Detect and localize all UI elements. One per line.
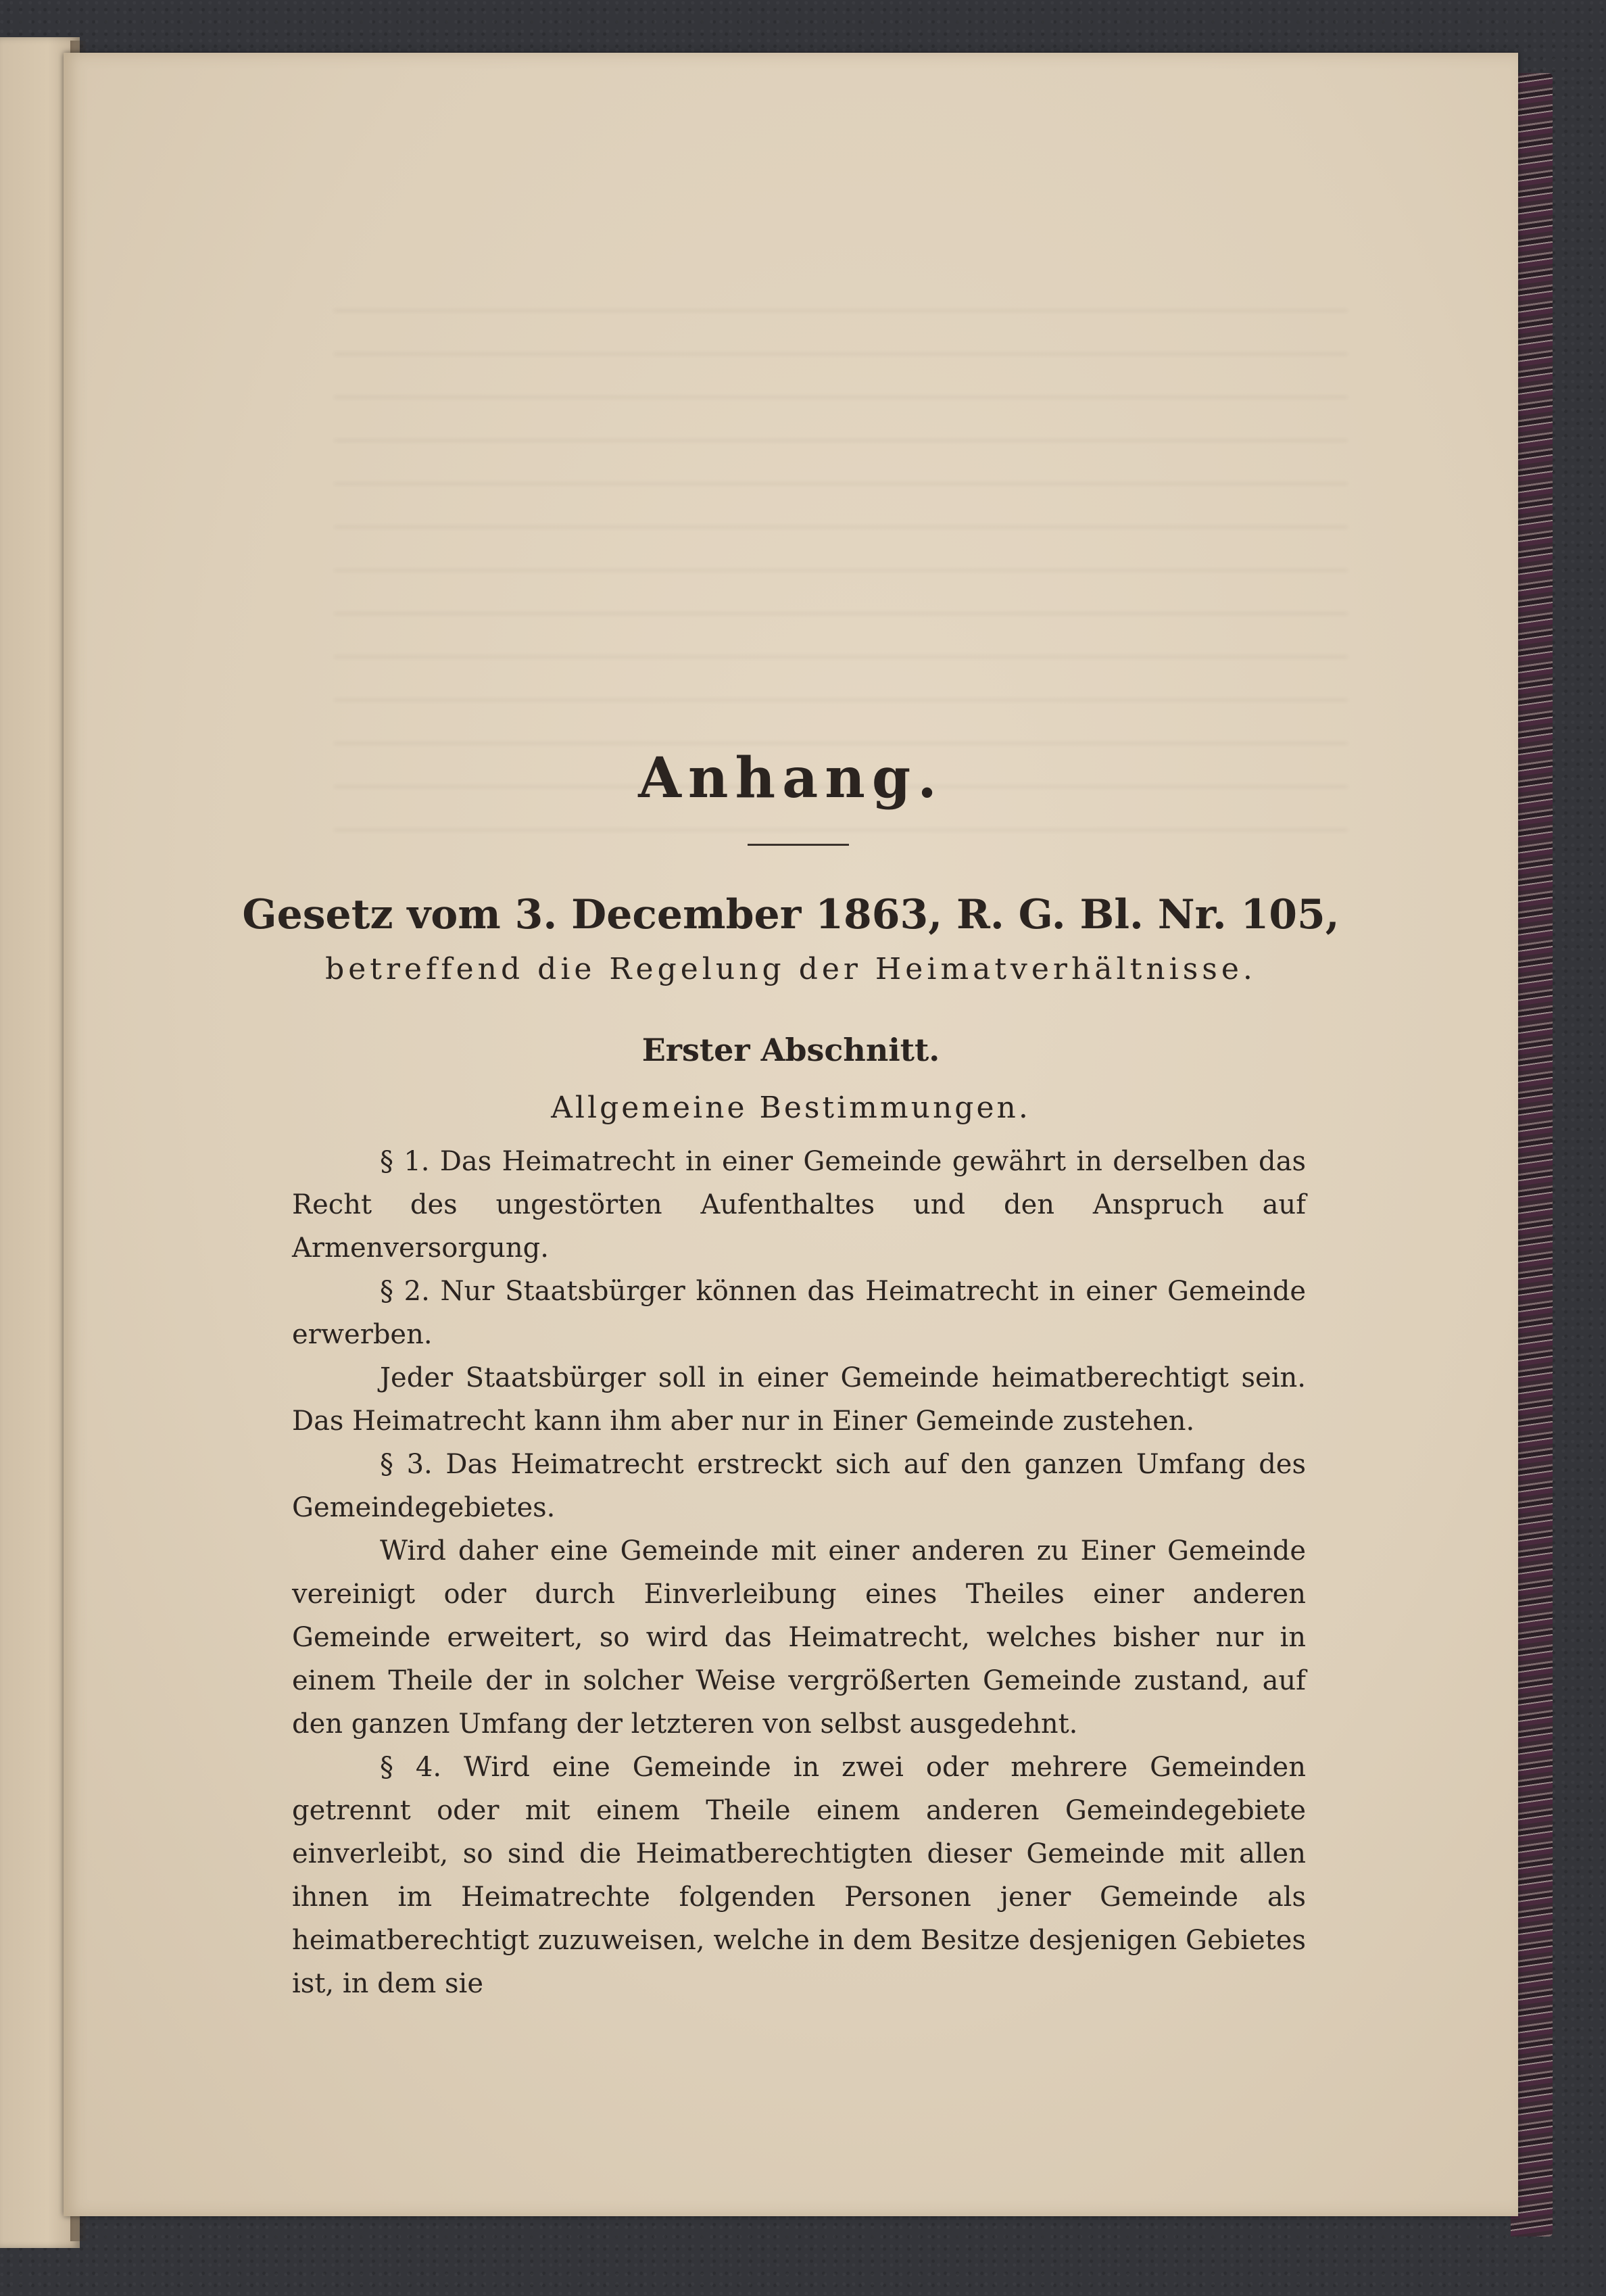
paragraph-mark: § 4.: [380, 1752, 442, 1783]
paragraph-text: Jeder Staatsbürger soll in einer Gemeinde heimatberechtigt sein. Das Heimatrecht kann ihm aber nur in Einer Gemeinde zustehen.: [292, 1362, 1306, 1437]
paragraph: [292, 1443, 1306, 1529]
paragraph: [292, 1529, 1306, 1746]
paragraph: [292, 1140, 1306, 1270]
paragraph-text: Nur Staatsbürger können das Heimatrecht in einer Gemeinde erwerben.: [292, 1276, 1306, 1350]
paragraph-text: Wird daher eine Gemeinde mit einer anderen zu Einer Gemeinde vereinigt oder durch Einverleibung eines Theiles einer anderen Gemeinde erweitert, so wird das Heimatrecht, welches bisher nur in einem Theile der in solcher Weise vergrößerten Gemeinde zustand, auf den ganzen Umfang der letzteren von selbst ausgedehnt.: [292, 1535, 1306, 1740]
law-subtitle: betreffend die Regelung der Heimatverhältnisse.: [325, 952, 1257, 986]
title-rule: [748, 844, 849, 846]
paragraph-text: Das Heimatrecht erstreckt sich auf den ganzen Umfang des Gemeindegebietes.: [292, 1449, 1307, 1523]
paragraph: [292, 1356, 1306, 1443]
paragraph-mark: § 3.: [380, 1449, 433, 1480]
paragraph-text: Das Heimatrecht in einer Gemeinde gewährt in derselben das Recht des ungestörten Aufenthaltes und den Anspruch auf Armenversorgung.: [292, 1146, 1307, 1264]
paragraph: [292, 1270, 1306, 1356]
paragraph-text: Wird eine Gemeinde in zwei oder mehrere Gemeinden getrennt oder mit einem Theile einem anderen Gemeindegebiete einverleibt, so sind die Heimatberechtigten dieser Gemeinde mit allen ihnen im Heimatrechte folgenden Personen jener Gemeinde als heimatberechtigt zuzuweisen, welche in dem Besitze desjenigen Gebietes ist, in dem sie: [292, 1752, 1306, 1999]
book-page: [64, 53, 1518, 2216]
page-title: Anhang.: [638, 746, 944, 811]
section-subheading: Allgemeine Bestimmungen.: [551, 1091, 1031, 1125]
law-title: Gesetz vom 3. December 1863, R. G. Bl. Nr. 105,: [242, 891, 1340, 938]
paragraph-mark: § 2.: [380, 1276, 430, 1307]
body-text: [292, 1140, 1306, 2005]
section-heading: Erster Abschnitt.: [641, 1032, 940, 1068]
paragraph: [292, 1746, 1306, 2005]
paragraph-mark: § 1.: [380, 1146, 430, 1177]
